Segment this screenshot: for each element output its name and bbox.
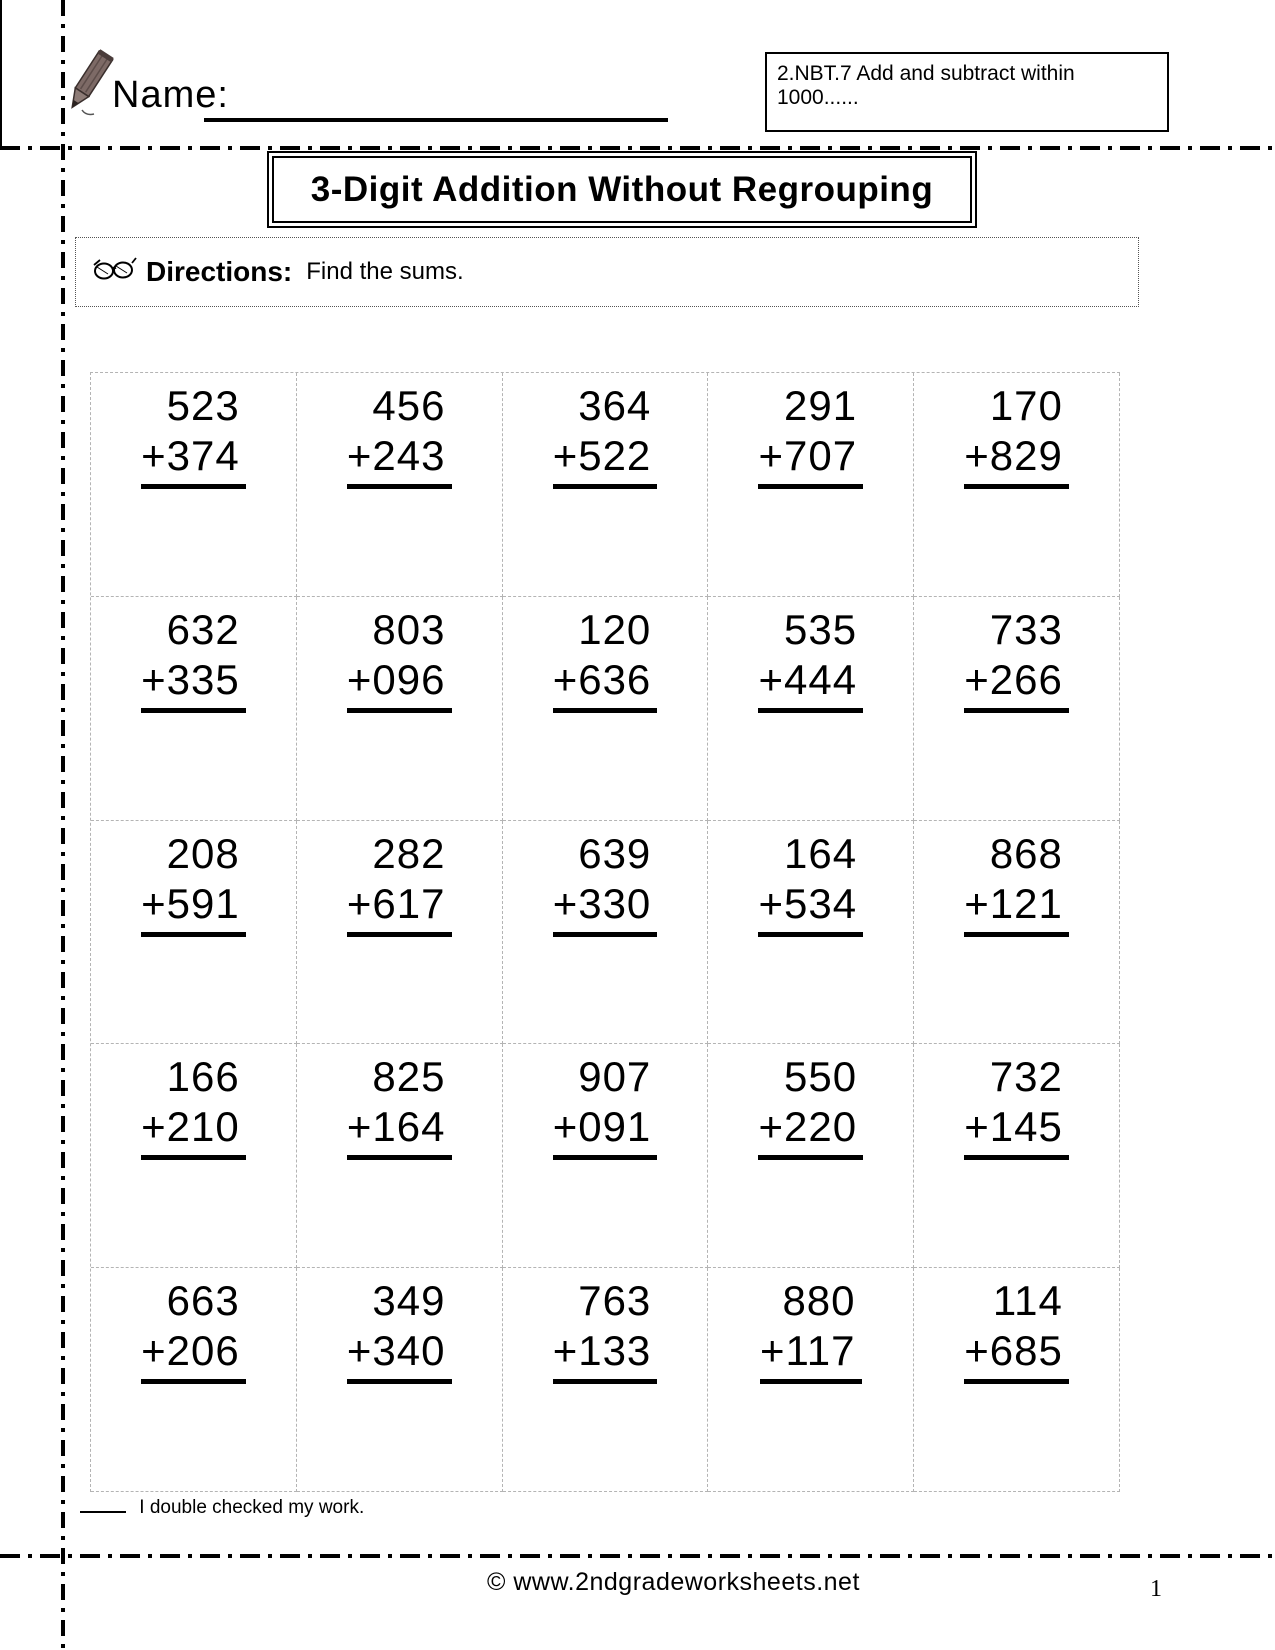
addend-bottom: +096: [347, 655, 452, 713]
addend-top: 208: [166, 829, 240, 877]
directions-label: Directions:: [146, 256, 293, 287]
addition-problem: [553, 1052, 658, 1160]
addend-bottom: +522: [553, 431, 658, 489]
addend-bottom: +206: [141, 1326, 246, 1384]
double-check-text: I double checked my work.: [139, 1497, 365, 1518]
problem-cell: [91, 821, 297, 1045]
addition-problem: [964, 605, 1069, 713]
addend-top: 456: [372, 382, 446, 429]
problem-cell: [708, 1268, 914, 1492]
addend-bottom: +534: [758, 879, 863, 937]
addition-problem: [553, 829, 658, 937]
addend-top: 535: [784, 605, 858, 653]
problem-cell: [297, 821, 503, 1045]
addition-problem: [553, 1276, 658, 1384]
addition-problem: [141, 605, 246, 713]
addend-top: 364: [578, 382, 652, 429]
problem-cell: [708, 597, 914, 821]
addend-top: 114: [992, 1277, 1063, 1325]
addend-bottom: +117: [760, 1326, 862, 1384]
addend-top: 732: [989, 1053, 1063, 1101]
page-left-edge-line: [0, 0, 2, 150]
problem-cell: [503, 1268, 709, 1492]
addend-bottom: +220: [758, 1102, 863, 1160]
double-check-row: [80, 1495, 364, 1519]
problem-cell: [503, 597, 709, 821]
footer-credit: © www.2ndgradeworksheets.net: [487, 1568, 860, 1596]
addend-bottom: +266: [964, 655, 1069, 713]
addition-problem: [141, 1052, 246, 1160]
addend-top: 907: [578, 1053, 652, 1101]
problem-cell: [91, 1044, 297, 1268]
addition-problem: [964, 381, 1069, 489]
addition-problem: [347, 381, 452, 489]
addend-bottom: +444: [758, 655, 863, 713]
problem-cell: [297, 1044, 503, 1268]
addend-top: 868: [989, 829, 1063, 877]
addition-problem: [347, 1276, 452, 1384]
page-number: 1: [1150, 1576, 1162, 1602]
problem-cell: [297, 1268, 503, 1492]
addition-problem: [347, 829, 452, 937]
addend-bottom: +145: [964, 1102, 1069, 1160]
addition-problem: [758, 829, 863, 937]
addition-problem: [347, 605, 452, 713]
problem-cell: [914, 597, 1120, 821]
addend-bottom: +164: [347, 1102, 452, 1160]
addition-problem: [964, 829, 1069, 937]
addend-top: 733: [989, 605, 1063, 653]
addend-top: 523: [166, 382, 240, 429]
addend-bottom: +335: [141, 655, 246, 713]
addend-bottom: +829: [964, 431, 1069, 489]
directions-text: Find the sums.: [306, 258, 464, 285]
addition-problem: [141, 829, 246, 937]
addend-bottom: +133: [553, 1326, 658, 1384]
addend-top: 170: [989, 382, 1063, 429]
addend-top: 550: [784, 1053, 858, 1101]
problem-cell: [708, 821, 914, 1045]
addition-problem: [758, 605, 863, 713]
addend-top: 282: [372, 829, 446, 877]
left-margin-dashdot-line: [61, 0, 65, 1650]
addition-problem: [758, 1052, 863, 1160]
problem-cell: [914, 821, 1120, 1045]
title-box: [267, 151, 977, 228]
problem-cell: [297, 373, 503, 597]
problem-cell: [91, 373, 297, 597]
addend-bottom: +591: [141, 879, 246, 937]
standards-text: 2.NBT.7 Add and subtract within 1000......: [777, 62, 1075, 109]
addend-top: 349: [372, 1277, 446, 1325]
addend-bottom: +617: [347, 879, 452, 937]
problem-cell: [91, 1268, 297, 1492]
addend-top: 164: [784, 829, 858, 877]
top-margin-dashdot-line: [0, 146, 1275, 150]
addend-top: 663: [166, 1277, 240, 1325]
addend-bottom: +636: [553, 655, 658, 713]
addition-problem: [347, 1052, 452, 1160]
name-label: Name:: [112, 74, 229, 116]
addend-top: 803: [372, 605, 446, 653]
bottom-margin-dashdot-line: [0, 1554, 1275, 1558]
addend-top: 120: [578, 605, 652, 653]
addend-top: 632: [166, 605, 240, 653]
addition-problem: [964, 1052, 1069, 1160]
addend-top: 166: [166, 1053, 240, 1101]
addend-bottom: +374: [141, 431, 246, 489]
addend-bottom: +091: [553, 1102, 658, 1160]
name-blank-line: [204, 80, 668, 122]
addition-problem: [758, 381, 863, 489]
problem-cell: [503, 821, 709, 1045]
problem-cell: [503, 1044, 709, 1268]
addend-top: 763: [578, 1277, 652, 1325]
problem-cell: [708, 1044, 914, 1268]
glasses-icon: [92, 257, 138, 288]
problem-cell: [914, 1044, 1120, 1268]
addition-problem: [141, 1276, 246, 1384]
problem-cell: [914, 373, 1120, 597]
addend-bottom: +210: [141, 1102, 246, 1160]
addend-bottom: +330: [553, 879, 658, 937]
problem-cell: [708, 373, 914, 597]
page-title: 3-Digit Addition Without Regrouping: [272, 156, 972, 223]
problem-cell: [503, 373, 709, 597]
addend-bottom: +685: [964, 1326, 1069, 1384]
addition-problem: [760, 1276, 862, 1384]
addition-problem: [141, 381, 246, 489]
check-blank-line: [80, 1495, 126, 1513]
addend-bottom: +707: [758, 431, 863, 489]
pencil-icon: [62, 48, 114, 123]
addend-bottom: +243: [347, 431, 452, 489]
addend-top: 639: [578, 829, 652, 877]
problem-cell: [91, 597, 297, 821]
problems-grid: [90, 372, 1120, 1492]
addend-top: 880: [782, 1277, 856, 1325]
standards-box: [765, 52, 1169, 132]
addition-problem: [964, 1276, 1069, 1384]
addend-top: 825: [372, 1053, 446, 1101]
problem-cell: [297, 597, 503, 821]
directions-box: [75, 237, 1139, 307]
addend-top: 291: [784, 382, 858, 429]
problem-cell: [914, 1268, 1120, 1492]
addition-problem: [553, 381, 658, 489]
addend-bottom: +121: [964, 879, 1069, 937]
addend-bottom: +340: [347, 1326, 452, 1384]
addition-problem: [553, 605, 658, 713]
